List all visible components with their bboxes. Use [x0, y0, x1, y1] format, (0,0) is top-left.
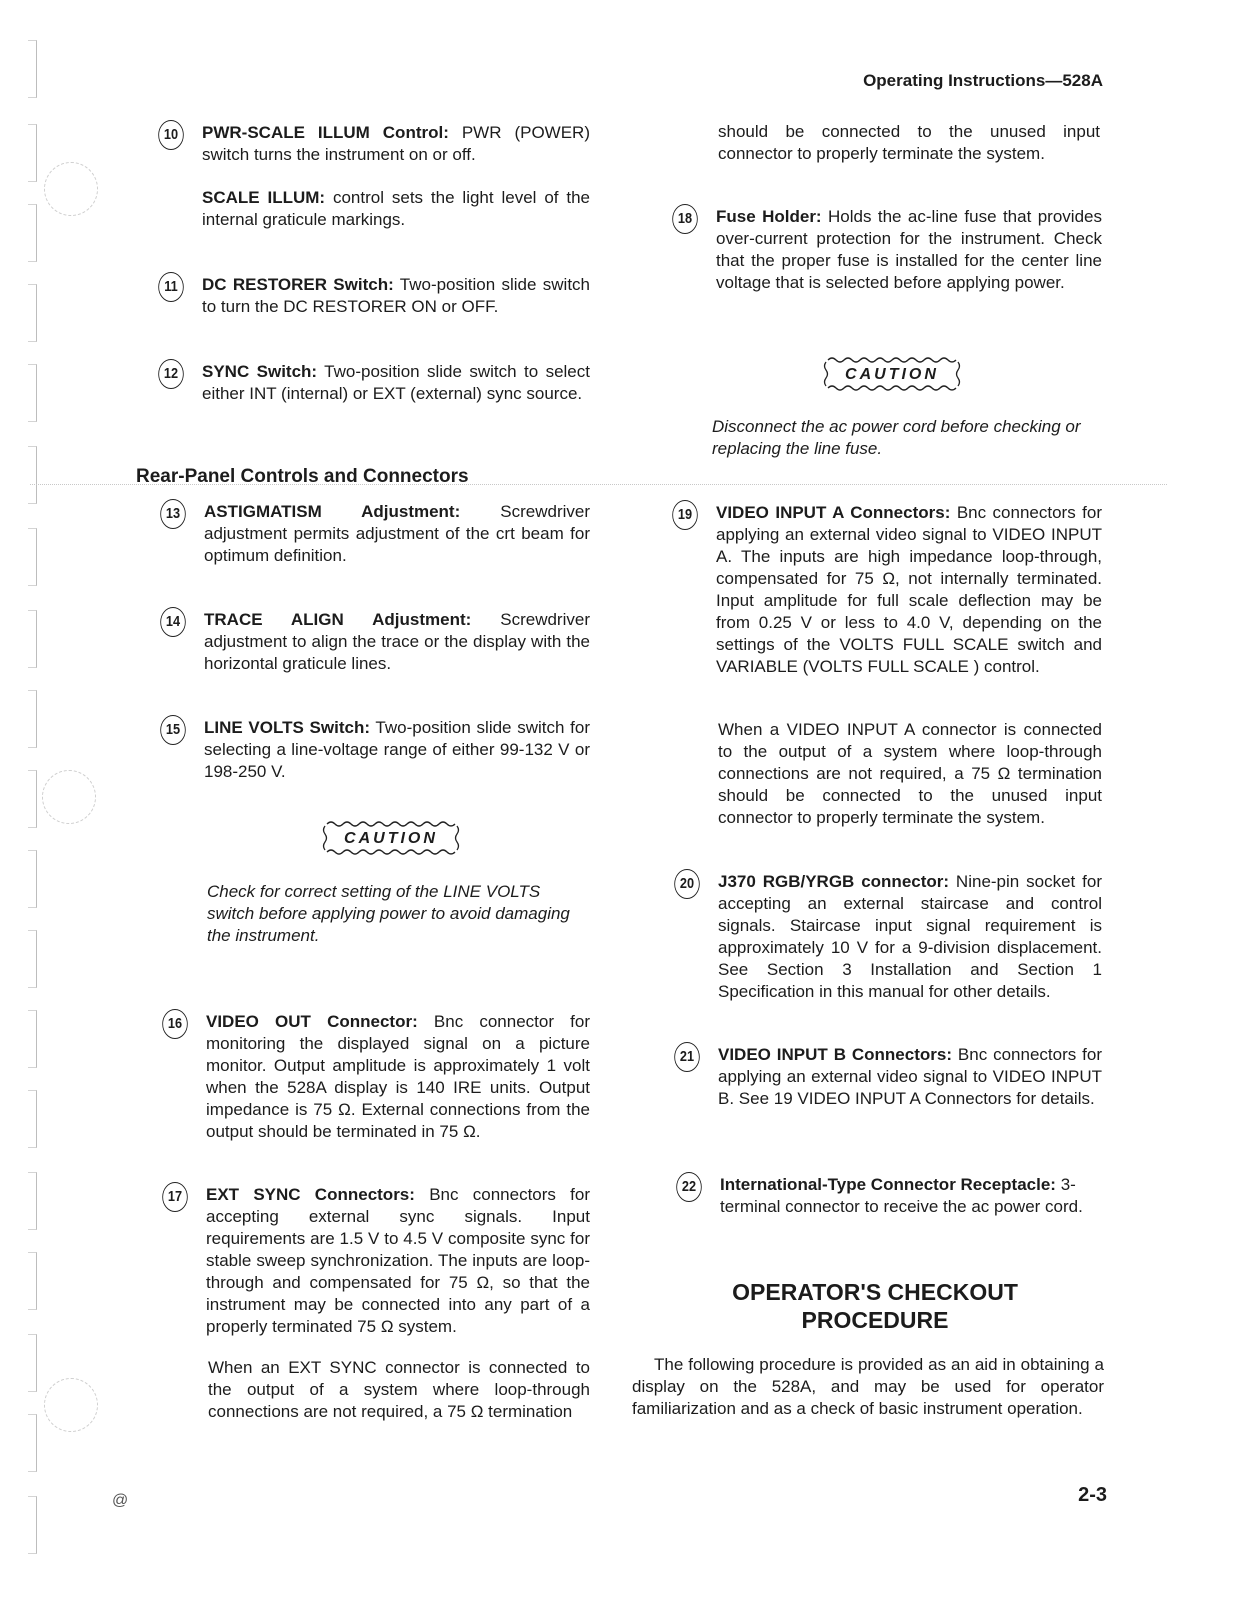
item-14 — [158, 609, 590, 675]
item-text: Bnc connectors for accepting external sync signals. Input requirements are 1.5 V to 4.5 V composite sync for stable sweep synchronization. The inputs are loop-through and compensated for 75 Ω, so that the instrument may be connected into any part of a properly terminated 75 Ω system. — [206, 1185, 590, 1336]
item-22 — [674, 1174, 1104, 1218]
item-number: 10 — [158, 120, 184, 150]
punch-hole-top — [44, 162, 98, 216]
item-number: 11 — [158, 272, 184, 302]
item-18 — [670, 206, 1102, 294]
item-11 — [156, 274, 590, 318]
item-number: 17 — [162, 1182, 188, 1212]
item-number: 13 — [160, 499, 186, 529]
item-20 — [672, 871, 1102, 1003]
item-number: 21 — [674, 1042, 700, 1072]
item-title: SYNC Switch: — [202, 362, 318, 381]
item-number: 20 — [674, 869, 700, 899]
item-number: 12 — [158, 359, 184, 389]
item-number: 22 — [676, 1172, 702, 1202]
item-16 — [160, 1011, 590, 1143]
page-header: Operating Instructions—528A — [863, 71, 1103, 90]
item-title: VIDEO INPUT A Connectors: — [716, 503, 951, 522]
item-17-paragraph-2: When an EXT SYNC connector is connected to the output of a system where loop-through connections are not required, a 75 Ω termination — [208, 1358, 590, 1421]
procedure-intro-text: The following procedure is provided as an aid in obtaining a display on the 528A, and may be used for operator familiarization and as a check of basic instrument operation. — [632, 1355, 1104, 1418]
item-title: Fuse Holder: — [716, 207, 822, 226]
procedure-title-line-1: OPERATOR'S CHECKOUT — [732, 1279, 1018, 1305]
item-text: Holds the ac-line fuse that provides over-current protection for the instrument. Check that the proper fuse is installed for the center line voltage that is selected before applying power. — [716, 207, 1102, 292]
item-title: EXT SYNC Connectors: — [206, 1185, 415, 1204]
item-10-subparagraph — [202, 187, 590, 231]
item-subtext: control sets the light level of the internal graticule markings. — [202, 188, 591, 229]
item-number: 18 — [672, 204, 698, 234]
item-21 — [672, 1044, 1102, 1110]
item-text: Two-position slide switch to select either INT (internal) or EXT (external) sync source. — [202, 362, 590, 403]
item-title: International-Type Connector Receptacle: — [720, 1175, 1056, 1194]
page-number: 2-3 — [1078, 1484, 1107, 1506]
item-number: 14 — [160, 607, 186, 637]
item-title: LINE VOLTS Switch: — [204, 718, 370, 737]
binder-margin — [24, 0, 40, 1600]
item-title: DC RESTORER Switch: — [202, 275, 394, 294]
item-17-continued: should be connected to the unused input connector to properly terminate the system. — [718, 122, 1100, 163]
item-text: Two-position slide switch for selecting a line-voltage range of either 99-132 V or 198-250 V. — [204, 718, 590, 781]
item-text: Bnc connectors for applying an external video signal to VIDEO INPUT A. The inputs are high impedance loop-through, compensated for 75 Ω, not internally terminated. Input amplitude for full scale deflection may be from 0.25 V or less to 4.0 V, depending on the settings of the VOLTS FULL SCALE switch and VARIABLE (VOLTS FULL SCALE ) control. — [716, 503, 1102, 676]
caution-label: CAUTION — [845, 366, 939, 383]
item-title: ASTIGMATISM Adjustment: — [204, 502, 461, 521]
item-title: J370 RGB/YRGB connector: — [718, 872, 950, 891]
footer-symbol: @ — [112, 1492, 129, 1509]
caution-box-fuse — [822, 354, 962, 394]
item-title: PWR-SCALE ILLUM Control: — [202, 123, 449, 142]
caution-box-line-volts — [321, 818, 461, 858]
punch-hole-bottom — [44, 1378, 98, 1432]
item-text: PWR (POWER) switch turns the instrument on or off. — [202, 123, 590, 164]
item-12 — [156, 361, 590, 405]
item-number: 19 — [672, 500, 698, 530]
caution-text-line-volts: Check for correct setting of the LINE VOLTS switch before applying power to avoid damaging the instrument. — [207, 882, 570, 945]
item-text: Screwdriver adjustment permits adjustment of the crt beam for optimum definition. — [204, 502, 591, 565]
item-title: VIDEO OUT Connector: — [206, 1012, 418, 1031]
item-title: TRACE ALIGN Adjustment: — [204, 610, 472, 629]
punch-hole-middle — [42, 770, 96, 824]
item-text: Nine-pin socket for accepting an external staircase and control signals. Staircase input signal requirement is approximately 10 V for a 9-division displacement. See Section 3 Installation and Section 1 Specification in this manual for other details. — [718, 872, 1102, 1001]
item-text: Bnc connector for monitoring the displayed signal on a picture monitor. Output amplitude is approximately 1 volt when the 528A display is 140 IRE units. Output impedance is 75 Ω. External connections from the output should be terminated in 75 Ω. — [206, 1012, 590, 1141]
caution-label: CAUTION — [344, 830, 438, 847]
item-text: Two-position slide switch to turn the DC RESTORER ON or OFF. — [202, 275, 591, 316]
item-10 — [156, 122, 590, 166]
item-19-paragraph-2: When a VIDEO INPUT A connector is connected to the output of a system where loop-through connections are not required, a 75 Ω termination should be connected to the unused input connector to properly terminate the system. — [718, 720, 1102, 827]
item-17 — [160, 1184, 590, 1338]
section-heading: Rear-Panel Controls and Connectors — [136, 466, 469, 487]
caution-text-fuse: Disconnect the ac power cord before checking or replacing the line fuse. — [712, 417, 1081, 458]
item-text: Bnc connectors for applying an external video signal to VIDEO INPUT B. See 19 VIDEO INPUT A Connectors for details. — [718, 1045, 1102, 1108]
item-text: 3-terminal connector to receive the ac power cord. — [720, 1175, 1083, 1216]
item-15 — [158, 717, 590, 783]
procedure-title-line-2: PROCEDURE — [801, 1307, 949, 1333]
procedure-title — [690, 1278, 1060, 1334]
item-title: VIDEO INPUT B Connectors: — [718, 1045, 952, 1064]
item-number: 15 — [160, 715, 186, 745]
item-subtitle: SCALE ILLUM: — [202, 188, 326, 207]
item-19 — [670, 502, 1102, 678]
item-13 — [158, 501, 590, 567]
item-text: Screwdriver adjustment to align the trace or the display with the horizontal graticule lines. — [204, 610, 590, 673]
item-number: 16 — [162, 1009, 188, 1039]
